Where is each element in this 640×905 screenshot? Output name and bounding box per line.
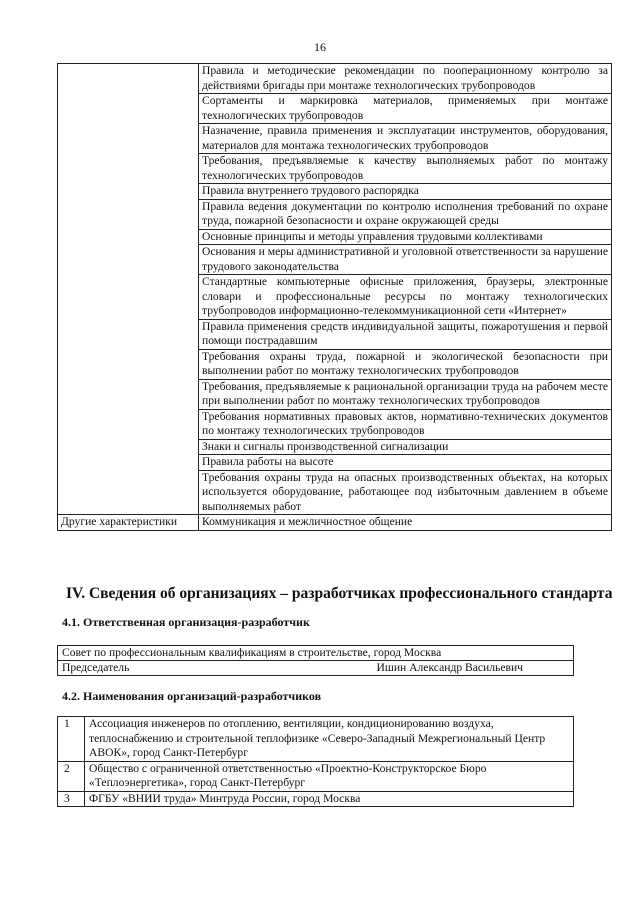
table-row <box>58 515 612 531</box>
knowledge-item: Правила внутреннего трудового распорядка <box>199 184 612 200</box>
knowledge-item: Правила применения средств индивидуальной защиты, пожаротушения и первой помощи пострадавшим <box>199 319 612 349</box>
chair-label: Председатель <box>62 661 130 674</box>
empty-label-cell <box>58 64 199 515</box>
table-row <box>58 761 574 791</box>
knowledge-item: Основные принципы и методы управления трудовыми коллективами <box>199 229 612 245</box>
developers-table <box>57 716 574 807</box>
developer-number: 3 <box>58 791 85 807</box>
knowledge-item: Правила ведения документации по контролю исполнения требований по охране труда, пожарной безопасности и охране окружающей среды <box>199 199 612 229</box>
chair-cell <box>58 661 574 676</box>
responsible-org-table <box>57 645 574 676</box>
subsection-heading-responsible: 4.1. Ответственная организация-разработчик <box>62 615 310 629</box>
page-number: 16 <box>314 40 326 54</box>
subsection-heading-developers: 4.2. Наименования организаций-разработчиков <box>62 689 322 703</box>
developer-number: 1 <box>58 717 85 762</box>
knowledge-item: Требования, предъявляемые к качеству выполняемых работ по монтажу технологических трубопроводов <box>199 154 612 184</box>
table-row <box>58 791 574 807</box>
other-characteristics-value: Коммуникация и межличностное общение <box>199 515 612 531</box>
developer-name: Общество с ограниченной ответственностью «Проектно-Конструкторское Бюро «Теплоэнергетика», город Санкт-Петербург <box>85 761 574 791</box>
developer-number: 2 <box>58 761 85 791</box>
developer-name: ФГБУ «ВНИИ труда» Минтруда России, город Москва <box>85 791 574 807</box>
required-knowledge-table <box>57 63 612 531</box>
knowledge-item: Требования, предъявляемые к рациональной организации труда на рабочем месте при выполнении работ по монтажу технологических трубопроводов <box>199 379 612 409</box>
table-row <box>58 64 612 94</box>
other-characteristics-label: Другие характеристики <box>58 515 199 531</box>
table-row <box>58 717 574 762</box>
chair-name: Ишин Александр Васильевич <box>376 661 523 674</box>
table-row <box>58 661 574 676</box>
knowledge-item: Основания и меры административной и уголовной ответственности за нарушение трудового законодательства <box>199 245 612 275</box>
knowledge-item: Знаки и сигналы производственной сигнализации <box>199 439 612 455</box>
developer-name: Ассоциация инженеров по отоплению, вентиляции, кондиционированию воздуха, теплоснабжению и строительной теплофизике «Северо-Западный Межрегиональный Центр АВОК», город Санкт-Петербург <box>85 717 574 762</box>
knowledge-item: Требования охраны труда на опасных производственных объектах, на которых используется оборудование, работающее под избыточным давлением в объеме выполняемых работ <box>199 470 612 515</box>
knowledge-item: Правила работы на высоте <box>199 455 612 471</box>
knowledge-item: Стандартные компьютерные офисные приложения, браузеры, электронные словари и профессиональные ресурсы по монтажу технологических трубопроводов информационно-телекоммуникационной сети «Интернет» <box>199 275 612 320</box>
knowledge-item: Правила и методические рекомендации по пооперационному контролю за действиями бригады при монтаже технологических трубопроводов <box>199 64 612 94</box>
knowledge-item: Назначение, правила применения и эксплуатации инструментов, оборудования, материалов для монтажа технологических трубопроводов <box>199 124 612 154</box>
knowledge-item: Требования нормативных правовых актов, нормативно-технических документов по монтажу технологических трубопроводов <box>199 409 612 439</box>
table-row <box>58 646 574 661</box>
knowledge-item: Требования охраны труда, пожарной и экологической безопасности при выполнении работ по монтажу технологических трубопроводов <box>199 349 612 379</box>
knowledge-item: Сортаменты и маркировка материалов, применяемых при монтаже технологических трубопроводов <box>199 94 612 124</box>
responsible-org-name: Совет по профессиональным квалификациям в строительстве, город Москва <box>58 646 574 661</box>
section-title: IV. Сведения об организациях – разработчиках профессионального стандарта <box>66 585 613 602</box>
